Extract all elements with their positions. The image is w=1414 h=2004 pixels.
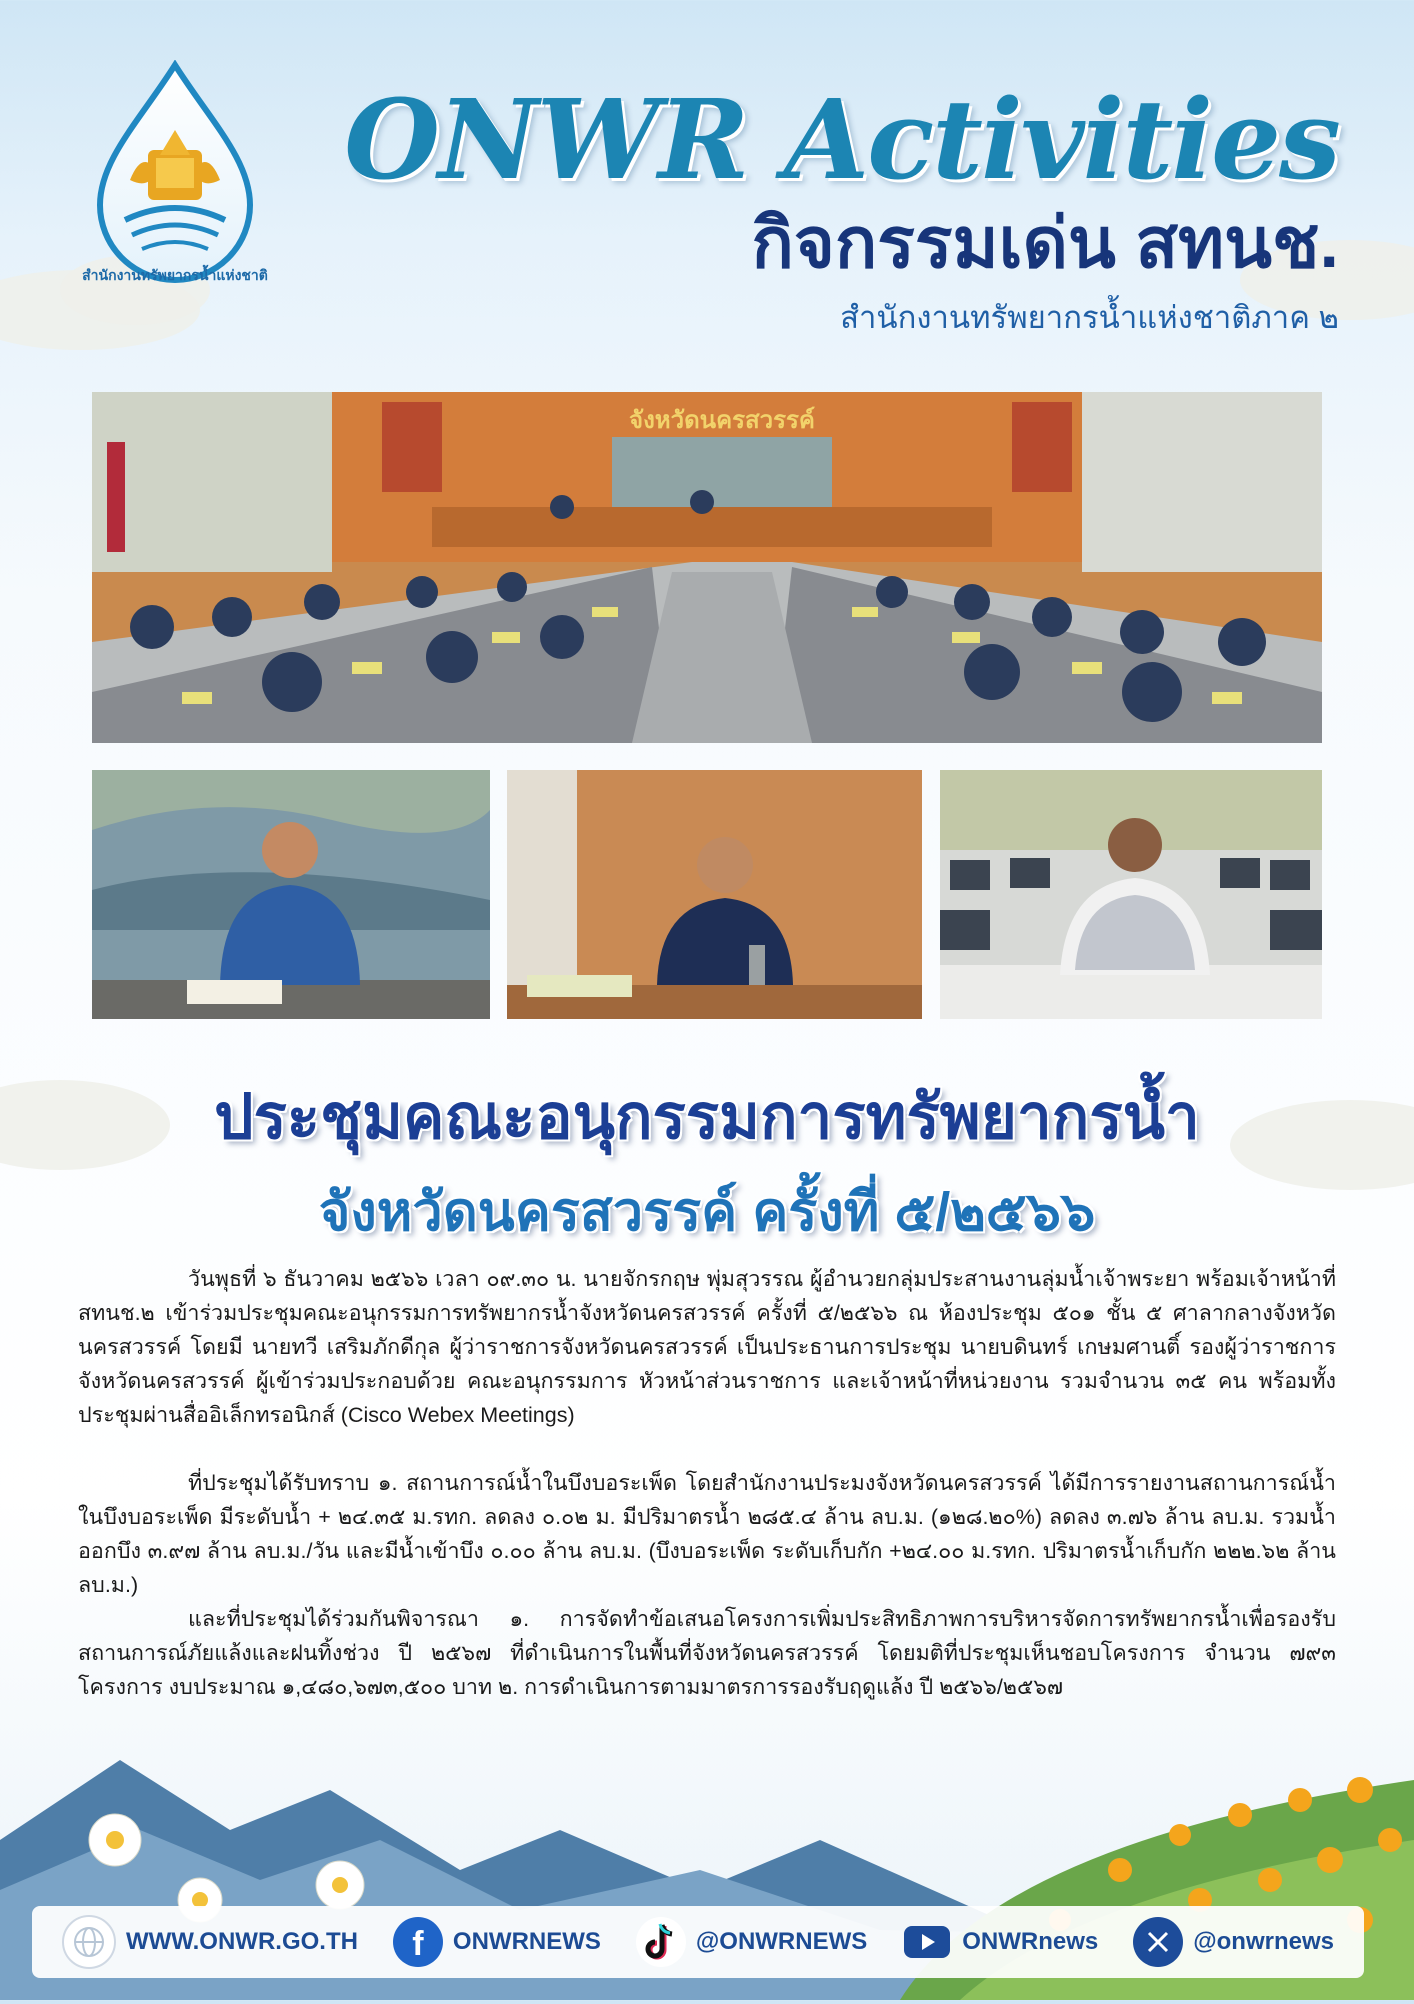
tiktok-link[interactable] [636,1917,867,1967]
facebook-icon: f [393,1917,443,1967]
tiktok-icon [636,1917,686,1967]
paragraph-1: วันพุธที่ ๖ ธันวาคม ๒๕๖๖ เวลา ๐๙.๓๐ น. นายจักรกฤษ พุ่มสุวรรณ ผู้อำนวยกลุ่มประสานงานลุ่มน้ำเจ้าพระยา พร้อมเจ้าหน้าที่ สทนช.๒ เข้าร่วมประชุมคณะอนุกรรมการทรัพยากรน้ำจังหวัดนครสวรรค์ ครั้งที่ ๕/๒๕๖๖ ณ ห้องประชุม ๕๐๑ ชั้น ๕ ศาลากลางจังหวัดนครสวรรค์ โดยมี นายทวี เสริมภักดีกุล ผู้ว่าราชการจังหวัดนครสวรรค์ เป็นประธานการประชุม นายบดินทร์ เกษมศานติ์ รองผู้ว่าราชการจังหวัดนครสวรรค์ ผู้เข้าร่วมประกอบด้วย คณะอนุกรรมการ หัวหน้าส่วนราชการ และเจ้าหน้าที่หน่วยงาน รวมจำนวน ๓๕ คน พร้อมทั้งประชุมผ่านสื่ออิเล็กทรอนิกส์ (Cisco Webex Meetings) [78,1267,1336,1427]
main-photo-sign: จังหวัดนครสวรรค์ [629,407,815,434]
x-link[interactable] [1133,1917,1334,1967]
x-label: @onwrnews [1193,1928,1334,1955]
office-name: สำนักงานทรัพยากรน้ำแห่งชาติภาค ๒ [840,299,1339,335]
headline-line1: ประชุมคณะอนุกรรมการทรัพยากรน้ำ [214,1083,1200,1152]
chairman-photo [92,770,490,1019]
facebook-link[interactable] [393,1917,601,1967]
youtube-link[interactable] [902,1917,1098,1967]
tiktok-label: @ONWRNEWS [695,1928,868,1955]
title-th: กิจกรรมเด่น สทนช. [751,204,1339,282]
x-icon [1133,1917,1183,1967]
director-photo [507,770,922,1019]
onwr-logo [70,60,280,290]
globe-icon [62,1915,116,1969]
headline-line2: จังหวัดนครสวรรค์ ครั้งที่ ๕/๒๕๖๖ [318,1182,1096,1242]
website-link[interactable] [62,1915,358,1969]
youtube-label: ONWRnews [962,1928,1099,1955]
title-en: ONWR Activities [344,75,1339,204]
main-meeting-photo [92,392,1322,743]
logo-caption: สำนักงานทรัพยากรน้ำแห่งชาติ [82,267,268,283]
article-body [78,1262,1336,1704]
facebook-label: ONWRNEWS [452,1928,601,1955]
youtube-icon [902,1917,952,1967]
website-label: WWW.ONWR.GO.TH [126,1928,358,1955]
attendee-photo [940,770,1322,1019]
social-footer [32,1906,1364,1978]
paragraph-2: ที่ประชุมได้รับทราบ ๑. สถานการณ์น้ำในบึงบอระเพ็ด โดยสำนักงานประมงจังหวัดนครสวรรค์ ได้มีการรายงานสถานการณ์น้ำในบึงบอระเพ็ด มีระดับน้ำ + ๒๔.๓๕ ม.รทก. ลดลง ๐.๐๒ ม. มีปริมาตรน้ำ ๒๘๕.๔ ล้าน ลบ.ม. (๑๒๘.๒๐%) ลดลง ๓.๗๖ ล้าน ลบ.ม. รวมน้ำออกบึง ๓.๙๗ ล้าน ลบ.ม./วัน และมีน้ำเข้าบึง ๐.๐๐ ล้าน ลบ.ม. (บึงบอระเพ็ด ระดับเก็บกัก +๒๔.๐๐ ม.รทก. ปริมาตรน้ำเก็บกัก ๒๒๒.๖๒ ล้าน ลบ.ม.) [78,1471,1336,1597]
paragraph-3: และที่ประชุมได้ร่วมกันพิจารณา ๑. การจัดทำข้อเสนอโครงการเพิ่มประสิทธิภาพการบริหารจัดการทรัพยากรน้ำเพื่อรองรับสถานการณ์ภัยแล้งและฝนทิ้งช่วง ปี ๒๕๖๗ ที่ดำเนินการในพื้นที่จังหวัดนครสวรรค์ โดยมติที่ประชุมเห็นชอบโครงการ จำนวน ๗๙๓ โครงการ งบประมาณ ๑,๔๘๐,๖๗๓,๕๐๐ บาท ๒. การดำเนินการตามมาตรการรองรับฤดูแล้ง ปี ๒๕๖๖/๒๕๖๗ [78,1607,1336,1699]
brand-header [344,75,1339,342]
